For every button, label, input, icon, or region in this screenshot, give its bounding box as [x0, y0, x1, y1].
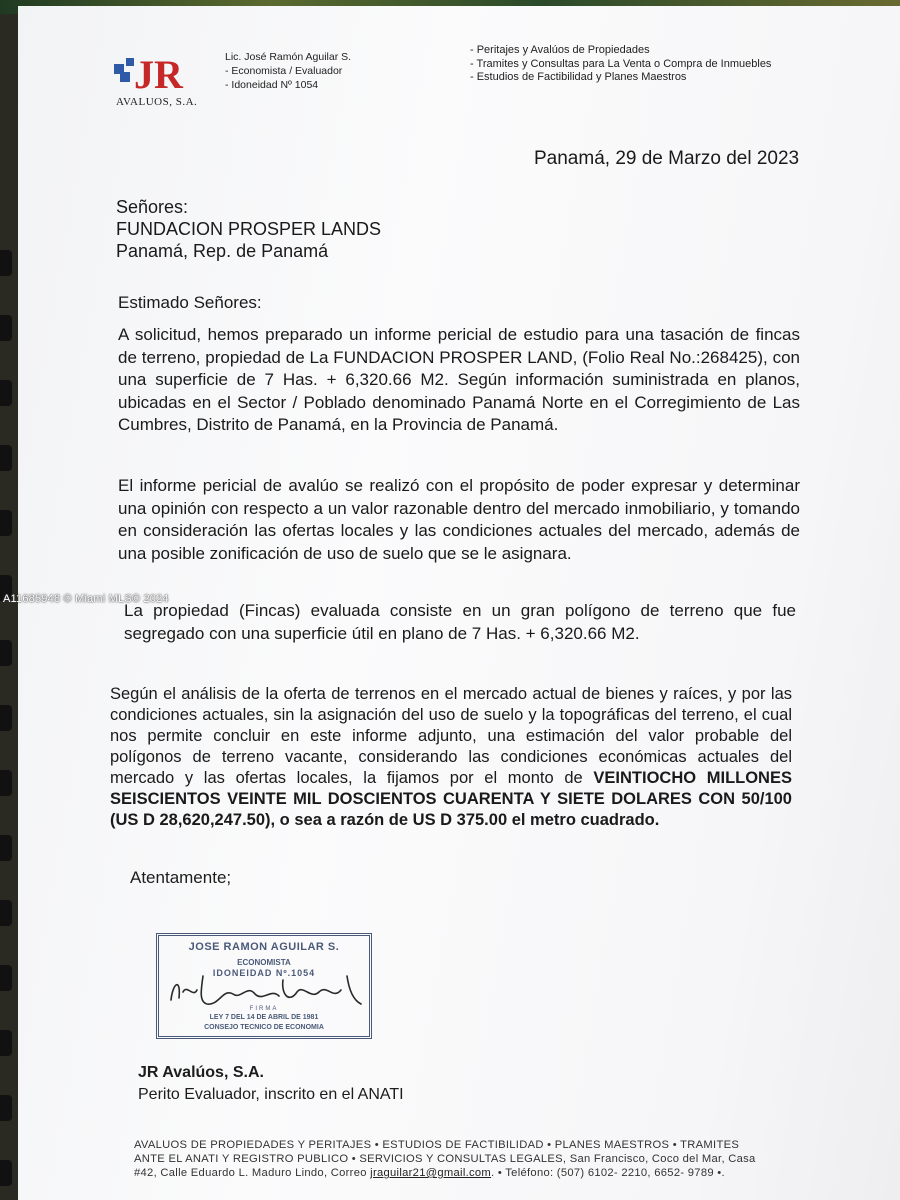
binding-ring: [0, 1160, 12, 1186]
stamp-name: JOSE RAMON AGUILAR S.: [188, 941, 340, 953]
body-paragraph: A solicitud, hemos preparado un informe pericial de estudio para una tasación de fincas de terreno, propiedad de La FUNDACION PROSPER LAND, (Folio Real No.:268425), con una superficie de 7 Has. + 6,320.66 M2. Según información suministrada en planos, ubicadas en el Sector / Poblado denominado Panamá Norte en el Corregimiento de Las Cumbres, Distrito de Panamá, en la Provincia de Panamá.: [118, 325, 800, 434]
recipient-line: Señores:: [116, 197, 189, 217]
handwritten-signature: [163, 970, 369, 1010]
footer-line: ANTE EL ANATI Y REGISTRO PUBLICO • SERVICIOS Y CONSULTAS LEGALES, San Francisco, Coco del Mar, Casa: [134, 1153, 756, 1165]
company-logo: [114, 50, 210, 110]
official-stamp: [156, 933, 372, 1039]
header-right-line: - Peritajes y Avalúos de Propiedades: [470, 44, 650, 56]
recipient-line: Panamá, Rep. de Panamá: [116, 241, 329, 261]
stamp-idoneidad: IDONEIDAD Nº.1054: [212, 968, 316, 978]
binding-ring: [0, 1095, 12, 1121]
header-right-line: - Tramites y Consultas para La Venta o Compra de Inmuebles: [470, 57, 772, 70]
binding-ring: [0, 705, 12, 731]
header-left-line: - Economista / Evaluador: [225, 65, 343, 77]
header-left-line: - Idoneidad Nº 1054: [225, 79, 319, 91]
binding-ring: [0, 445, 12, 471]
binding-ring: [0, 640, 12, 666]
logo-subtitle: AVALUOS, S.A.: [116, 96, 198, 108]
stamp-council: CONSEJO TECNICO DE ECONOMIA: [204, 1024, 324, 1031]
footer-email-link[interactable]: jraguilar21@gmail.com: [370, 1167, 492, 1179]
footer-address: #42, Calle Eduardo L. Maduro Lindo, Correo: [134, 1167, 371, 1179]
firm-role: Perito Evaluador, inscrito en el ANATI: [138, 1086, 404, 1103]
greeting: Estimado Señores:: [118, 293, 262, 312]
mls-watermark: A11685948 © Miami MLS© 2024: [3, 593, 169, 605]
footer-line: AVALUOS DE PROPIEDADES Y PERITAJES • ESTUDIOS DE FACTIBILIDAD • PLANES MAESTROS • TRAMITES: [134, 1139, 740, 1151]
logo-letters: JR: [134, 52, 183, 94]
stamp-title: ECONOMISTA: [237, 958, 291, 967]
valuation-intro: Según el análisis de la oferta de terrenos en el mercado actual de bienes y raíces, y por las condiciones actuales, sin la asignación del uso de suelo y la topográficas del terreno, el cual nos permite concluir en este informe adjunto, una estimación del valor probable del polígonos de terreno vacante, considerando las condiciones económicas actuales del mercado y las ofertas locales, la fijamos por el monto de: [110, 685, 792, 787]
binding-ring: [0, 835, 12, 861]
stamp-firma: FIRMA: [249, 1006, 279, 1012]
binding-ring: [0, 770, 12, 796]
header-left-line: Lic. José Ramón Aguilar S.: [225, 51, 352, 63]
binding-ring: [0, 250, 12, 276]
jr-logo-icon: [114, 50, 204, 94]
footer-line: [134, 1166, 794, 1180]
binding-ring: [0, 900, 12, 926]
binding-ring: [0, 315, 12, 341]
stamp-law: LEY 7 DEL 14 DE ABRIL DE 1981: [209, 1014, 319, 1021]
binding-ring: [0, 1030, 12, 1056]
letter-footer: [134, 1138, 794, 1180]
closing: Atentamente;: [130, 868, 232, 887]
header-right-line: - Estudios de Factibilidad y Planes Maestros: [470, 71, 687, 83]
binding-ring: [0, 510, 12, 536]
recipient-line: FUNDACION PROSPER LANDS: [116, 219, 382, 239]
body-paragraph: La propiedad (Fincas) evaluada consiste en un gran polígono de terreno que fue segregado con una superficie útil en plano de 7 Has. + 6,320.66 M2.: [124, 601, 796, 643]
valuation-paragraph: [110, 684, 792, 831]
body-paragraph: El informe pericial de avalúo se realizó con el propósito de poder expresar y determinar una opinión con respecto a un valor razonable dentro del mercado inmobiliario, y tomando en consideración las ofertas locales y las condiciones actuales del mercado, además de una posible zonificación de uso de suelo que se le asignara.: [118, 476, 800, 563]
recipient-block: [116, 196, 381, 262]
valuation-amount: VEINTIOCHO MILLONES SEISCIENTOS VEINTE MIL DOSCIENTOS CUARENTA Y SIETE DOLARES CON 50/100 (US D 28,620,247.50), o sea a razón de US D 375.00 el metro cuadrado.: [110, 769, 792, 829]
footer-phone: . • Teléfono: (507) 6102- 2210, 6652- 9789 •.: [491, 1167, 725, 1179]
header-services: [470, 44, 771, 85]
letter-date: Panamá, 29 de Marzo del 2023: [534, 148, 800, 169]
binding-ring: [0, 965, 12, 991]
header-credentials: [225, 50, 351, 92]
binding-ring: [0, 380, 12, 406]
firm-name: JR Avalúos, S.A.: [138, 1064, 264, 1081]
